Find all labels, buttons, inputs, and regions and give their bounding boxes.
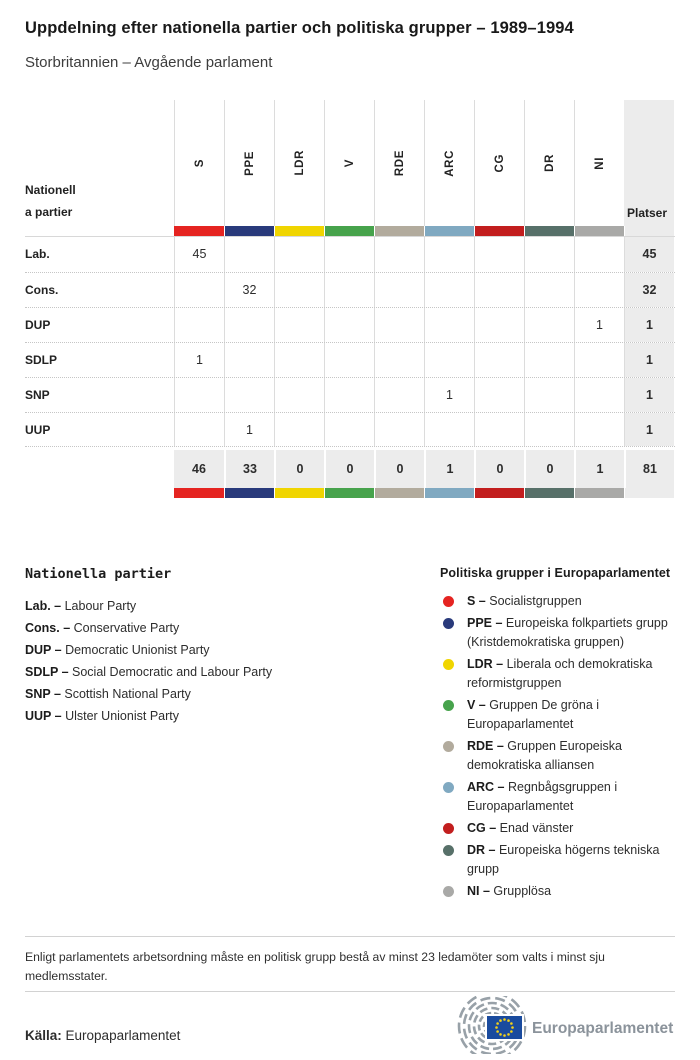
cell-arc: 1 [424, 378, 474, 412]
legend-color-dot [443, 596, 454, 607]
colorbar-segment-s [174, 226, 224, 236]
column-header-arc [424, 100, 474, 226]
legend-item-code: ARC – [467, 780, 505, 794]
legend-item-lab: Lab. – Labour Party [25, 599, 137, 613]
legend-item-dr [440, 841, 676, 879]
legend-item-snp: SNP – Scottish National Party [25, 687, 191, 701]
cell-ldr [274, 308, 324, 342]
legend-item-code: V – [467, 698, 486, 712]
legend-item-code: S – [467, 594, 486, 608]
legend-item-v [440, 696, 676, 734]
table-row-sdlp [25, 342, 675, 377]
colorbar-segment-arc [424, 488, 474, 498]
column-header-label: CG [493, 153, 506, 173]
column-header-ldr [274, 100, 324, 226]
row-cells [174, 237, 624, 272]
cell-arc [424, 273, 474, 307]
cell-ni: 1 [574, 308, 624, 342]
seats-column-fill [624, 488, 674, 498]
cell-cg [474, 343, 524, 377]
cell-v [324, 343, 374, 377]
cell-rde [374, 343, 424, 377]
legend-item-ldr [440, 655, 676, 693]
legend-item-abbr: DUP – [25, 643, 62, 657]
column-header-v [324, 100, 374, 226]
colorbar-segment-ppe [224, 488, 274, 498]
cell-cg [474, 237, 524, 272]
column-header-label: DR [543, 154, 556, 172]
cell-arc [424, 308, 474, 342]
legend-item-ppe [440, 614, 676, 652]
cell-ni [574, 378, 624, 412]
colorbar-segment-s [174, 488, 224, 498]
table-header-row [25, 100, 675, 226]
cell-s [174, 413, 224, 446]
colorbar-segment-v [324, 488, 374, 498]
cell-ppe [224, 378, 274, 412]
cell-cg [474, 308, 524, 342]
legend-color-dot [443, 741, 454, 752]
colorbar-segment-rde [374, 488, 424, 498]
total-s: 46 [174, 450, 224, 488]
legend-item-text: V – Gruppen De gröna i Europaparlamentet [467, 698, 600, 731]
total-ppe: 33 [224, 450, 274, 488]
legend-item-code: RDE – [467, 739, 504, 753]
cell-v [324, 378, 374, 412]
legend-item-cg [440, 819, 676, 838]
source-value: Europaparlamentet [65, 1028, 181, 1043]
legend-item-text: LDR – Liberala och demokratiska reformistgruppen [467, 657, 653, 690]
cell-rde [374, 237, 424, 272]
colorbar-segments [174, 226, 624, 236]
total-rde: 0 [374, 450, 424, 488]
cell-dr [524, 237, 574, 272]
column-header-label: ARC [443, 149, 456, 177]
legend-color-dot [443, 659, 454, 670]
legend-political-groups [440, 566, 676, 904]
legend-color-dot [443, 845, 454, 856]
group-colorbar-bottom [25, 488, 675, 498]
colorbar-segment-ni [574, 488, 624, 498]
row-cells [174, 273, 624, 307]
cell-ni [574, 237, 624, 272]
legend-item-abbr: SDLP – [25, 665, 69, 679]
column-header-label: LDR [293, 150, 306, 176]
table-row-snp [25, 377, 675, 412]
row-label: Lab. [25, 247, 50, 261]
legend-item-abbr: Cons. – [25, 621, 71, 635]
cell-ldr [274, 343, 324, 377]
page-title: Uppdelning efter nationella partier och politiska grupper – 1989–1994 [25, 19, 574, 37]
row-cells [174, 343, 624, 377]
seats-column-header [624, 100, 674, 226]
cell-rde [374, 378, 424, 412]
legend-item-text: DR – Europeiska högerns tekniska grupp [467, 843, 660, 876]
total-arc: 1 [424, 450, 474, 488]
cell-dr [524, 273, 574, 307]
total-row-spacer [25, 450, 174, 488]
grand-total: 81 [624, 450, 674, 488]
legend-item-ni [440, 882, 676, 901]
table-total-row [25, 450, 675, 488]
seats-column-fill [624, 226, 674, 236]
cell-ppe: 1 [224, 413, 274, 446]
colorbar-segment-rde [374, 226, 424, 236]
column-header-label: V [343, 158, 356, 168]
cell-ppe [224, 308, 274, 342]
legend-item-code: DR – [467, 843, 496, 857]
row-total: 1 [624, 308, 674, 342]
row-header-national-parties [25, 100, 174, 226]
source-line [25, 1028, 180, 1043]
legend-color-dot [443, 618, 454, 629]
group-column-headers [174, 100, 624, 226]
column-header-ppe [224, 100, 274, 226]
column-header-s [174, 100, 224, 226]
legend-color-dot [443, 823, 454, 834]
cell-ppe [224, 343, 274, 377]
row-header-line: Nationell [25, 183, 76, 197]
colorbar-segment-ldr [274, 488, 324, 498]
legend-item-code: LDR – [467, 657, 504, 671]
legend-national-parties [25, 566, 425, 727]
row-total: 1 [624, 343, 674, 377]
row-label: UUP [25, 423, 51, 437]
cell-cg [474, 413, 524, 446]
legend-item-sdlp: SDLP – Social Democratic and Labour Party [25, 665, 273, 679]
colorbar-segment-v [324, 226, 374, 236]
colorbar-segment-dr [524, 226, 574, 236]
total-dr: 0 [524, 450, 574, 488]
cell-dr [524, 413, 574, 446]
divider [25, 936, 675, 937]
cell-ldr [274, 378, 324, 412]
europarl-logo-graphic [452, 996, 696, 1054]
page-subtitle: Storbritannien – Avgående parlament [25, 54, 273, 71]
legend-item-rde [440, 737, 676, 775]
colorbar-segment-cg [474, 226, 524, 236]
cell-arc [424, 413, 474, 446]
cell-rde [374, 273, 424, 307]
table-row-lab [25, 237, 675, 272]
legend-national-items [25, 595, 425, 727]
logo-wordmark: Europaparlamentet [532, 1020, 674, 1037]
cell-rde [374, 308, 424, 342]
row-header-line: a partier [25, 205, 73, 219]
europarl-logo [452, 996, 696, 1054]
colorbar-segment-ldr [274, 226, 324, 236]
cell-ppe [224, 237, 274, 272]
cell-cg [474, 273, 524, 307]
row-cells [174, 308, 624, 342]
cell-ldr [274, 237, 324, 272]
seats-table [25, 100, 675, 498]
cell-dr [524, 343, 574, 377]
legend-item-text: NI – Grupplösa [467, 884, 552, 898]
column-header-rde [374, 100, 424, 226]
row-total: 1 [624, 413, 674, 446]
row-cells [174, 378, 624, 412]
column-header-label: RDE [393, 149, 406, 177]
source-label: Källa: [25, 1028, 62, 1043]
table-row-uup [25, 412, 675, 447]
cell-dr [524, 308, 574, 342]
cell-cg [474, 378, 524, 412]
colorbar-segment-dr [524, 488, 574, 498]
row-total: 32 [624, 273, 674, 307]
legend-item-abbr: SNP – [25, 687, 61, 701]
column-header-ni [574, 100, 624, 226]
cell-ldr [274, 273, 324, 307]
cell-ldr [274, 413, 324, 446]
cell-s [174, 273, 224, 307]
legend-item-abbr: Lab. – [25, 599, 62, 613]
colorbar-spacer [25, 488, 174, 498]
cell-v [324, 308, 374, 342]
legend-item-text: CG – Enad vänster [467, 821, 574, 835]
cell-s: 45 [174, 237, 224, 272]
row-cells [174, 413, 624, 446]
total-v: 0 [324, 450, 374, 488]
row-label: SNP [25, 388, 50, 402]
divider [25, 991, 675, 992]
cell-s [174, 378, 224, 412]
legend-item-s [440, 592, 676, 611]
legend-national-heading: Nationella partier [25, 566, 172, 582]
column-header-label: NI [593, 156, 606, 170]
colorbar-spacer [25, 226, 174, 236]
column-header-label: S [193, 158, 206, 168]
column-header-dr [524, 100, 574, 226]
footnote: Enligt parlamentets arbetsordning måste en politisk grupp bestå av minst 23 ledamöter som valts i minst sju medlemsstater. [25, 950, 605, 983]
total-cells [174, 450, 624, 488]
column-header-cg [474, 100, 524, 226]
cell-ni [574, 413, 624, 446]
legend-item-uup: UUP – Ulster Unionist Party [25, 709, 179, 723]
colorbar-segment-arc [424, 226, 474, 236]
colorbar-segment-cg [474, 488, 524, 498]
seats-column-label: Platser [627, 206, 668, 220]
cell-dr [524, 378, 574, 412]
colorbar-segment-ppe [224, 226, 274, 236]
row-total: 45 [624, 237, 674, 272]
cell-arc [424, 237, 474, 272]
legend-color-dot [443, 700, 454, 711]
cell-v [324, 237, 374, 272]
legend-item-cons: Cons. – Conservative Party [25, 621, 180, 635]
total-ni: 1 [574, 450, 624, 488]
row-label: Cons. [25, 283, 59, 297]
group-colorbar-top [25, 226, 675, 236]
legend-item-code: PPE – [467, 616, 503, 630]
legend-groups-items [440, 592, 676, 901]
column-header-label: PPE [243, 150, 256, 176]
legend-groups-heading: Politiska grupper i Europaparlamentet [440, 566, 671, 580]
legend-item-text: PPE – Europeiska folkpartiets grupp (Kristdemokratiska gruppen) [467, 616, 668, 649]
legend-item-abbr: UUP – [25, 709, 62, 723]
total-cg: 0 [474, 450, 524, 488]
legend-color-dot [443, 782, 454, 793]
cell-s [174, 308, 224, 342]
table-body [25, 236, 675, 447]
total-ldr: 0 [274, 450, 324, 488]
legend-item-dup: DUP – Democratic Unionist Party [25, 643, 210, 657]
colorbar-segments [174, 488, 624, 498]
cell-ppe: 32 [224, 273, 274, 307]
cell-rde [374, 413, 424, 446]
table-row-cons [25, 272, 675, 307]
row-label: DUP [25, 318, 51, 332]
legend-item-code: CG – [467, 821, 497, 835]
legend-item-text: RDE – Gruppen Europeiska demokratiska alliansen [467, 739, 622, 772]
legend-item-text: ARC – Regnbågsgruppen i Europaparlamentet [467, 780, 618, 813]
row-total: 1 [624, 378, 674, 412]
cell-ni [574, 273, 624, 307]
colorbar-segment-ni [574, 226, 624, 236]
legend-color-dot [443, 886, 454, 897]
cell-v [324, 273, 374, 307]
cell-v [324, 413, 374, 446]
legend-item-arc [440, 778, 676, 816]
legend-item-text: S – Socialistgruppen [467, 594, 582, 608]
row-label: SDLP [25, 353, 58, 367]
cell-ni [574, 343, 624, 377]
cell-s: 1 [174, 343, 224, 377]
table-row-dup [25, 307, 675, 342]
legend-item-code: NI – [467, 884, 490, 898]
cell-arc [424, 343, 474, 377]
